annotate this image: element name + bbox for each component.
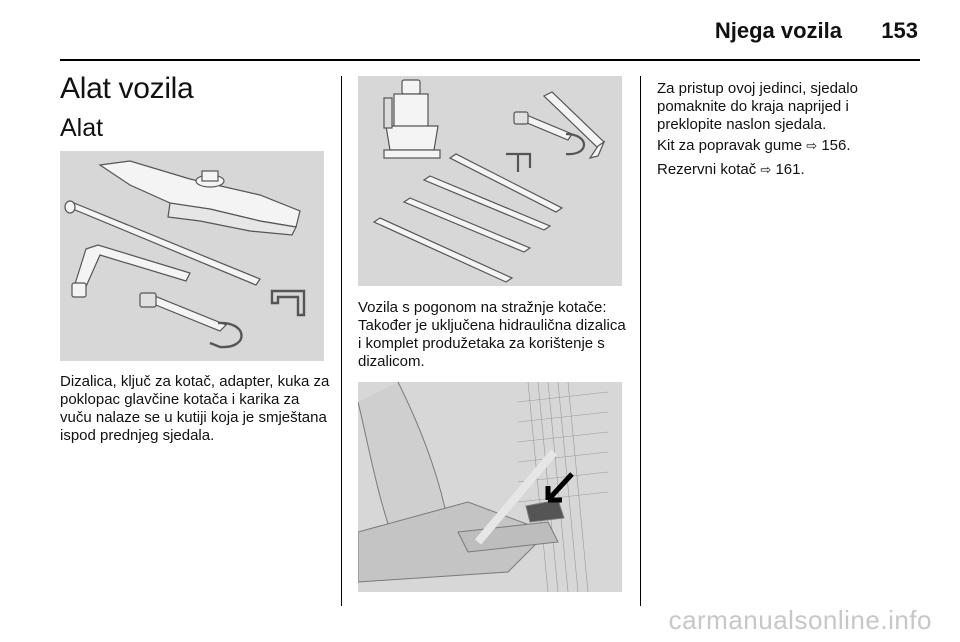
tools-illustration	[60, 151, 324, 361]
cross-reference-icon: ⇨	[760, 163, 772, 178]
spare-wheel-ref	[657, 161, 917, 180]
hydraulic-jack-caption: Vozila s pogonom na stražnje kotače: Također je uključena hidraulična dizalica i komplet produžetaka za korištenje s dizalicom.	[358, 299, 626, 370]
spare-wheel-page[interactable]: 161.	[775, 161, 805, 178]
column-divider-2	[640, 76, 641, 606]
tyre-repair-kit-ref	[657, 137, 917, 156]
section-title: Alat vozila	[60, 72, 194, 105]
cross-reference-icon: ⇨	[806, 139, 818, 154]
spare-wheel-text: Rezervni kotač	[657, 161, 757, 178]
hydraulic-jack-illustration	[358, 76, 622, 286]
access-instructions: Za pristup ovoj jedinci, sjedalo pomaknite do kraja naprijed i preklopite naslon sjedala.	[657, 80, 858, 133]
header-rule	[60, 59, 920, 61]
watermark: carmanualsonline.info	[668, 605, 932, 635]
tyre-repair-kit-page[interactable]: 156.	[821, 137, 851, 154]
column-divider-1	[341, 76, 342, 606]
page-header-title: Njega vozila	[714, 18, 842, 43]
tools-caption: Dizalica, ključ za kotač, adapter, kuka za poklopac glavčine kotača i karika za vuču nalaze se u kutiji koja je smještana ispod prednjeg sjedala.	[60, 373, 330, 444]
seat-location-illustration	[358, 382, 622, 592]
tyre-repair-kit-text: Kit za popravak gume	[657, 137, 803, 154]
section-subtitle: Alat	[60, 114, 104, 142]
page-number: 153	[881, 18, 918, 43]
